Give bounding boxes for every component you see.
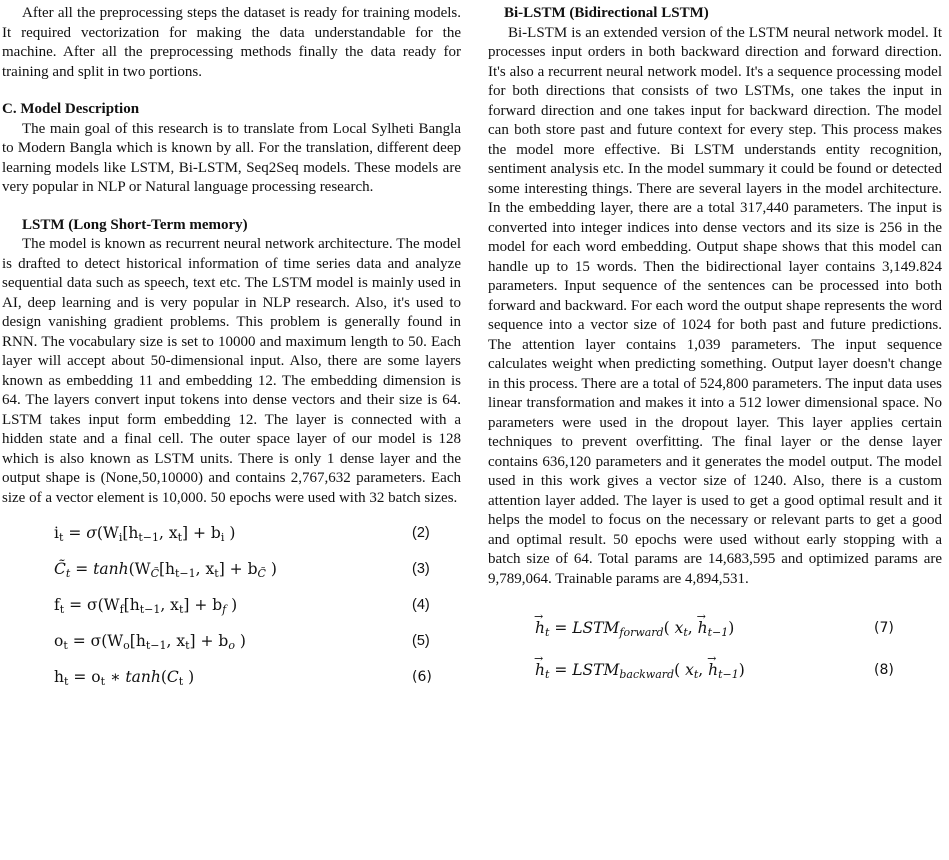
- equation-5-formula: $o_t = \sigma(W_o[h_{t-1}$, $x_t] + b_o$ ): [54, 632, 246, 652]
- equation-3-formula: $C̃_t = \tanh(W_{C̃}[h_{t-1}$, $x_t] + b_{C̃}$ ): [54, 560, 277, 580]
- equation-7-number: (7): [874, 620, 894, 636]
- equation-2-formula: $i_t = \sigma(W_i[h_{t-1}$, $x_t] + b_i$ ): [54, 524, 236, 544]
- equation-4-number: (4): [412, 597, 430, 613]
- equation-5-number: (5): [412, 633, 430, 649]
- equation-4: [2, 590, 461, 626]
- model-description-heading: C. Model Description: [2, 101, 140, 117]
- equation-2-number: (2): [412, 525, 430, 541]
- equation-8: [488, 655, 942, 697]
- equation-6: [2, 662, 461, 698]
- equation-3-number: (3): [412, 561, 430, 577]
- equation-2: [2, 518, 461, 554]
- equation-6-number: (6): [412, 669, 432, 685]
- equation-6-formula: $h_t = o_t$ ∗ $\tanh(C_t$ ): [54, 668, 195, 688]
- left-column: [2, 4, 461, 698]
- equation-8-number: (8): [874, 662, 894, 678]
- lstm-paragraph: The model is known as recurrent neural network architecture. The model is drafted to detect historical information of time series data and analyze sequential data such as speech, text etc. The LSTM model is mainly used in AI, deep learning and is very popular in NLP research. Also, it's used to design vanishing gradient problems. This problem is generally found in RNN. The vocabulary size is set to 10000 and maximum length to 50. Each layer will accept about 50-dimensional input. Also, there are some layers known as embedding 11 and embedding 12. The embedding dimension is 64. The layers convert input tokens into dense vectors and their size is 64. LSTM takes input form embedding 12. The layer is connected with a hidden state and a final cell. The outer space layer of our model is 128 which is also known as LSTM units. There is only 1 dense layer and the output shape is (None,50,10000) and contains 2,767,632 parameters. Each size of a vector element is 10,000. 50 epochs were used with 32 batch sizes.: [2, 236, 461, 506]
- lstm-heading: LSTM (Long Short-Term memory): [22, 216, 248, 233]
- preprocessing-paragraph: After all the preprocessing steps the dataset is ready for training models. It required vectorization for making the data understandable for the machine. After all the preprocessing methods finally the data ready for training and split in two portions.: [2, 5, 461, 80]
- right-column: [488, 4, 942, 697]
- model-description-paragraph: The main goal of this research is to translate from Local Sylheti Bangla to Modern Bangla which is known by all. For the translation, different deep learning models like LSTM, Bi-LSTM, Seq2Seq models. These models are very popular in NLP or Natural language processing research.: [2, 120, 461, 195]
- bilstm-paragraph: Bi-LSTM is an extended version of the LSTM neural network model. It processes input orders in both backward direction and forward direction. It's also a recurrent neural network model. It's a sequence processing model for both directions that consists of two LSTMs, one takes the input in forward direction and one takes input for backward direction. The model can both store past and future context for every step. This process makes the model more effective. Bi LSTM understands entity recognition, sentiment analysis etc. In the model summary it could be found or detected some interesting things. There are several layers in the model architecture. In the embedding layer, there are a total 317,440 parameters. The input is converted into integer indices into dense vectors and its size is 256 in the model for each word embedding. Output shape shows that this model can handle up to 15 words. Then the bidirectional layer contains 3,149.824 parameters. Input sequence of the sentences can be processed into both forward and backward. For each word the output shape represents the word sequence into a vector size of 1024 for both past and future predictions. The attention layer contains 1,039 parameters. The input sequence calculates weight when predicting something. Output layer doesn't change in this process. There are a total of 524,800 parameters. The input data uses linear transformation and makes it into a 512 lower dimensional space. No parameters were used in the dropout layer. This layer applies certain techniques to prevent overfitting. The final layer or the dense layer contains 636,120 parameters and it generates the model output. The model used in this work gives a vector size of 1240. Also, there is a custom attention layer added. The layer is used to get a good optimal result and it helps the model to focus on the necessary or relevant parts to get a good and optimal result. 50 epochs were used without early stopping with a batch size of 64. Total params are 14,683,595 and optimized params are 9,789,064. Trainable params are 4,894,531.: [488, 24, 942, 587]
- equation-3: [2, 554, 461, 590]
- equation-7-formula: → $h_t$ = $LSTM_{forward}$( $x_t$, → $h_{t-1}$): [535, 619, 734, 639]
- equation-8-formula: → $h_t$ = $LSTM_{backward}$( $x_t$, → $h_{t-1}$): [535, 661, 745, 681]
- equation-4-formula: $f_t = \sigma(W_f[h_{t-1}$, $x_t] + b_f$ ): [54, 596, 238, 616]
- equation-5: [2, 626, 461, 662]
- bilstm-heading: Bi-LSTM (Bidirectional LSTM): [504, 5, 709, 21]
